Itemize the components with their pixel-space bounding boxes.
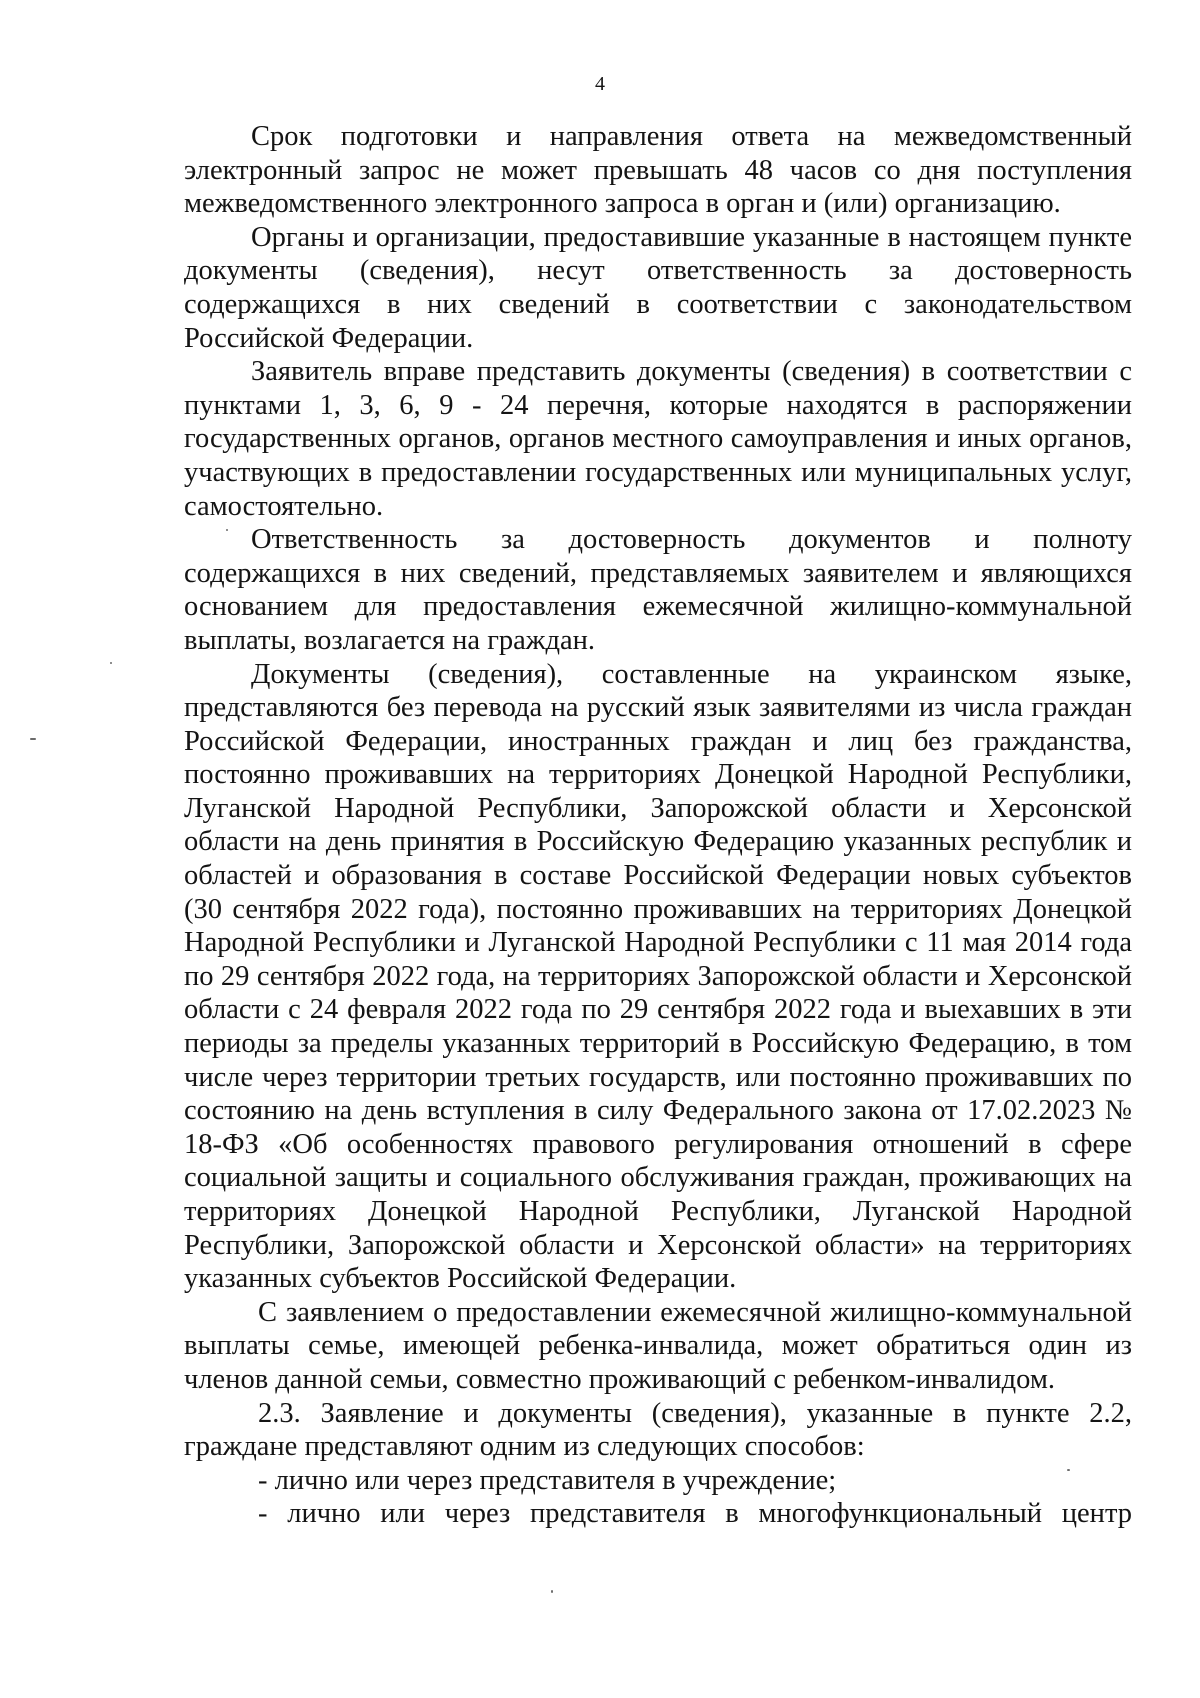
paragraph-submission-methods: 2.3. Заявление и документы (сведения), указанные в пункте 2.2, граждане представляют одним из следующих способов: xyxy=(184,1397,1132,1463)
scan-speck xyxy=(226,529,228,531)
paragraph-disabled-child-family: С заявлением о предоставлении ежемесячной жилищно-коммунальной выплаты семье, имеющей ребенка-инвалида, может обратиться один из членов данной семьи, совместно проживающий с ребенком-инвалидом. xyxy=(184,1296,1132,1395)
list-item-in-person: - лично или через представителя в учреждение; xyxy=(258,1464,837,1496)
scan-speck xyxy=(110,662,112,664)
page-number: 4 xyxy=(595,73,605,95)
paragraph-ukrainian-documents: Документы (сведения), составленные на украинском языке, представляются без перевода на русский язык заявителями из числа граждан Российской Федерации, иностранных граждан и лиц без гражданства, постоянно проживавших на территориях Донецкой Народной Республики, Луганской Народной Республики, Запорожской области и Херсонской области на день принятия в Российскую Федерацию указанных республик и областей и образования в составе Российской Федерации новых субъектов (30 сентября 2022 года), постоянно проживавших на территориях Донецкой Народной Республики и Луганской Народной Республики с 11 мая 2014 года по 29 сентября 2022 года, на территориях Запорожской области и Херсонской области с 24 февраля 2022 года по 29 сентября 2022 года и выехавших в эти периоды за пределы указанных территорий в Российскую Федерацию, в том числе через территории третьих государств, или постоянно проживавших по состоянию на день вступления в силу Федерального закона от 17.02.2023 № 18-ФЗ «Об особенностях правового регулирования отношений в сфере социальной защиты и социального обслуживания граждан, проживающих на территориях Донецкой Народной Республики, Луганской Народной Республики, Запорожской области и Херсонской области» на территориях указанных субъектов Российской Федерации. xyxy=(184,658,1132,1295)
paragraph-citizens-responsibility: Ответственность за достоверность документов и полноту содержащихся в них сведений, представляемых заявителем и являющихся основанием для предоставления ежемесячной жилищно-коммунальной выплаты, возлагается на граждан. xyxy=(184,524,1132,656)
scan-speck xyxy=(1067,1469,1070,1471)
list-item-mfc: - лично или через представителя в многофункциональный центр xyxy=(258,1498,1132,1530)
paragraph-response-deadline: Срок подготовки и направления ответа на межведомственный электронный запрос не может превышать 48 часов со дня поступления межведомственного электронного запроса в орган и (или) организацию. xyxy=(184,121,1132,220)
scan-speck xyxy=(30,738,36,740)
document-body xyxy=(184,120,1132,1531)
paragraph-organizations-responsibility: Органы и организации, предоставившие указанные в настоящем пункте документы (сведения), несут ответственность за достоверность содержащихся в них сведений в соответствии с законодательством Российской Федерации. xyxy=(184,221,1132,354)
scan-speck xyxy=(551,1590,553,1593)
paragraph-applicant-right: Заявитель вправе представить документы (сведения) в соответствии с пунктами 1, 3, 6, 9 - 24 перечня, которые находятся в распоряжении государственных органов, органов местного самоуправления и иных органов, участвующих в предоставлении государственных или муниципальных услуг, самостоятельно. xyxy=(184,356,1132,522)
